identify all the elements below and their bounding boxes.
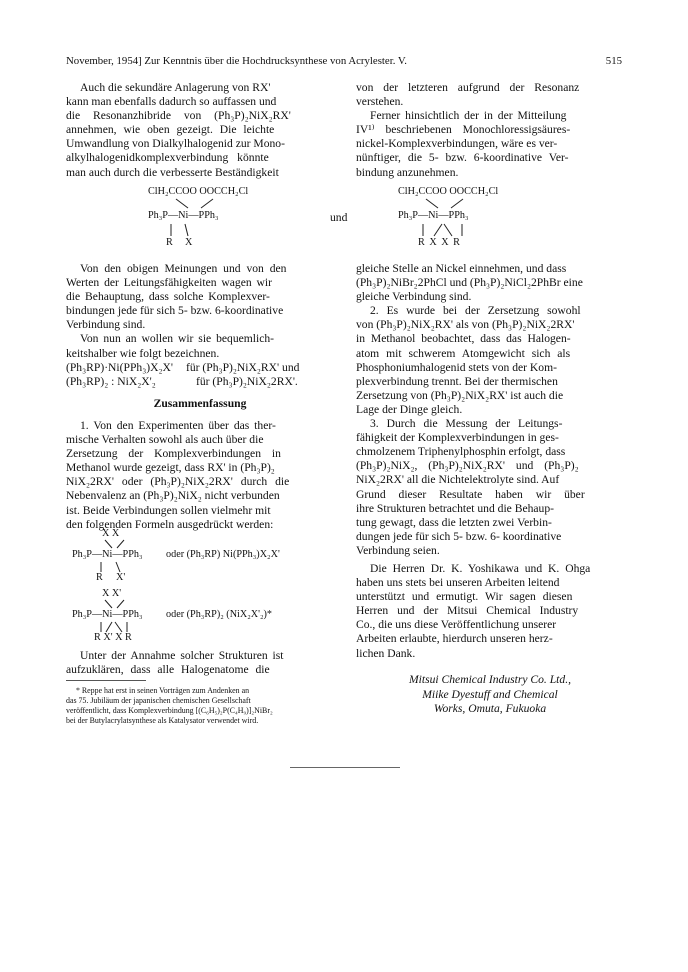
text-line: Zersetzung von (Ph₃P)₂NiX₂RX' ist auch die [356, 388, 564, 402]
text-line: Grund dieser Resultate haben wir über [356, 487, 585, 501]
text-line: atom mit schwerem Atomgewicht sich als [356, 346, 571, 360]
affiliation-line: Works, Omuta, Fukuoka [433, 702, 547, 715]
text-line: annehmen, wie oben gezeigt. Die leichte [66, 123, 275, 137]
naming-line: (Ph₃RP)·Ni(PPh₃)X₂X' für (Ph₃P)₂NiX₂RX' und [66, 360, 300, 374]
text-line: von der letzteren aufgrund der Resonanz [356, 81, 580, 94]
structural-formula-2: X X' Ph₃P—Ni—PPh₃ oder (Ph₃RP)₂ (NiX₂X'₂)* R X' X R [72, 588, 352, 644]
text-line: 2. Es wurde bei der Zersetzung sowohl [370, 304, 581, 318]
text-line: plexverbindung trennt. Bei der thermischen [356, 374, 558, 388]
text-line: nickel-Komplexverbindungen, wäre es ver- [356, 137, 558, 151]
text-line: das 75. Jubiläum der japanischen chemischen Gesellschaft [66, 696, 251, 705]
text-line: chmolzenem Triphenylphosphin erfolgt, dass [356, 445, 566, 459]
running-head: November, 1954] Zur Kenntnis über die Hochdrucksynthese von Acrylester. V. [66, 55, 407, 67]
formula-connector: und [330, 211, 348, 224]
text-line: Von den obigen Meinungen und von den [80, 262, 287, 275]
text-line: Lage der Dinge gleich. [356, 402, 463, 416]
text-line: Werten der Leitungsfähigkeiten wagen wir [66, 276, 273, 290]
text-line: veröffentlicht, dass Komplexverbindung [(C₆H₅)₂P(C₄H₉)]₂NiBr₂ [66, 706, 273, 715]
text-line: Die Herren Dr. K. Yoshikawa und K. Ohga [370, 562, 591, 575]
text-line: ist. Beide Verbindungen sollen vielmehr mit [66, 503, 271, 517]
affiliation-line: Miike Dyestuff and Chemical [422, 687, 558, 701]
footnote-rule [66, 680, 146, 681]
text-line: 3. Durch die Messung der Leitungs- [370, 417, 563, 431]
left-column [66, 262, 334, 532]
text-line: * Reppe hat erst in seinen Vorträgen zum Andenken an [76, 686, 250, 695]
text-line: mische Verhalten sowohl als auch über die [66, 433, 264, 447]
text-line: Herren und der Mitsui Chemical Industry [356, 604, 579, 618]
end-rule [290, 767, 400, 768]
text-line: Umwandlung von Dialkylhalogenid zur Mono- [66, 137, 285, 151]
text-line: dungen jede für sich 5- bzw. 6- koordinative [356, 529, 562, 543]
text-line: alkylhalogenidkomplexverbindung könnte [66, 151, 269, 165]
affiliation-line: Mitsui Chemical Industry Co. Ltd., [409, 673, 571, 686]
text-line: Arbeiten erlaubte, hierdurch unseren herz- [356, 632, 553, 646]
acknowledgement [356, 562, 624, 661]
text-line: von (Ph₃P)₂NiX₂RX' als von (Ph₃P)₂NiX₂2RX' [356, 318, 575, 332]
text-line: Auch die sekundäre Anlagerung von RX' [80, 81, 271, 94]
text-line: gleiche Verbindung sind. [356, 290, 472, 304]
text-line: in Methanol beobachtet, dass das Halogen- [356, 332, 571, 346]
text-line: unterstützt und ermutigt. Wir sagen diesen [356, 590, 573, 604]
text-line: bindung anzunehmen. [356, 165, 459, 179]
text-line: fähigkeit der Komplexverbindungen in ges- [356, 431, 559, 445]
text-line: keitshalber wie folgt bezeichnen. [66, 346, 220, 360]
text-line: kann man ebenfalls dadurch so auffassen und [66, 95, 277, 109]
text-line: bei der Butylacrylatsynthese als Katalysator verwendet wird. [66, 716, 259, 725]
text-line: bindungen jede für sich 5- bzw. 6-koordinative [66, 304, 284, 318]
left-closing-paragraph [66, 649, 334, 677]
section-heading: Zusammenfassung [153, 396, 247, 410]
text-line: IV¹⁾ beschriebenen Monochloressigsäures- [356, 123, 571, 137]
text-line: Phosphoniumhalogenid stets von der Kom- [356, 360, 557, 374]
text-line: aufzuklären, dass alle Halogenatome die [66, 663, 270, 677]
text-line: verstehen. [356, 95, 404, 109]
text-line: haben uns stets bei unseren Arbeiten leitend [356, 576, 560, 590]
text-line: Co., die uns diese Veröffentlichung unserer [356, 618, 557, 632]
text-line: NiX₂2RX' oder (Ph₃P)₂NiX₂2RX' durch die [66, 475, 290, 489]
text-line: Verbindung seien. [356, 543, 440, 557]
text-line: Methanol wurde gezeigt, dass RX' in (Ph₃P)₂ [66, 461, 275, 475]
text-line: man auch durch die verbesserte Beständigkeit [66, 165, 279, 179]
text-line: ihre Strukturen betrachtet und die Behaup- [356, 501, 554, 515]
text-line: (Ph₃P)₂NiBr₂2PhCl und (Ph₃P)₂NiCl₂2PhBr eine [356, 276, 583, 290]
intro-left-paragraph [66, 81, 334, 180]
text-line: NiX₂2RX' all die Nichtelektrolyte sind. Auf [356, 473, 560, 487]
structural-formula-1: X X Ph₃P—Ni—PPh₃ oder (Ph₃RP) Ni(PPh₃)X₂X' R X' [72, 528, 352, 584]
text-line: (Ph₃P)₂NiX₂, (Ph₃P)₂NiX₂RX' und (Ph₃P)₂ [356, 459, 579, 473]
intro-right-paragraph [356, 81, 624, 180]
author-affiliation [356, 673, 624, 717]
naming-line: (Ph₃RP)₂ : NiX₂X'₂ für (Ph₃P)₂NiX₂2RX'. [66, 374, 298, 388]
text-line: gleiche Stelle an Nickel einnehmen, und dass [356, 262, 567, 275]
text-line: Verbindung sind. [66, 318, 146, 332]
text-line: 1. Von den Experimenten über das ther- [80, 418, 276, 432]
text-line: die Behauptung, dass solche Komplexver- [66, 290, 270, 304]
text-line: nünftiger, die 5- bzw. 6-koordinative Ver- [356, 151, 569, 165]
text-line: den folgenden Formeln ausgedrückt werden: [66, 517, 274, 531]
structural-formula-right: ClH₂CCOO OOCCH₂Cl Ph₃P—Ni—PPh₃ R X X R [398, 186, 538, 256]
text-line: die Resonanzhibride von (Ph₃P)₂NiX₂RX' [66, 109, 291, 123]
text-line: Nebenvalenz an (Ph₃P)₂NiX₂ nicht verbunden [66, 489, 280, 503]
footnote [66, 686, 334, 726]
text-line: Zersetzung der Komplexverbindungen in [66, 447, 281, 461]
text-line: Ferner hinsichtlich der in der Mitteilung [370, 109, 567, 123]
text-line: lichen Dank. [356, 646, 416, 660]
text-line: Von nun an wollen wir sie bequemlich- [80, 332, 275, 346]
text-line: Unter der Annahme solcher Strukturen ist [80, 649, 284, 662]
structural-formula-left: ClH₂CCOO OOCCH₂Cl Ph₃P—Ni—PPh₃ R X [148, 186, 288, 256]
page-number: 515 [605, 55, 622, 67]
right-column [356, 262, 624, 558]
text-line: tung gewagt, dass die letzten zwei Verbin- [356, 515, 552, 529]
